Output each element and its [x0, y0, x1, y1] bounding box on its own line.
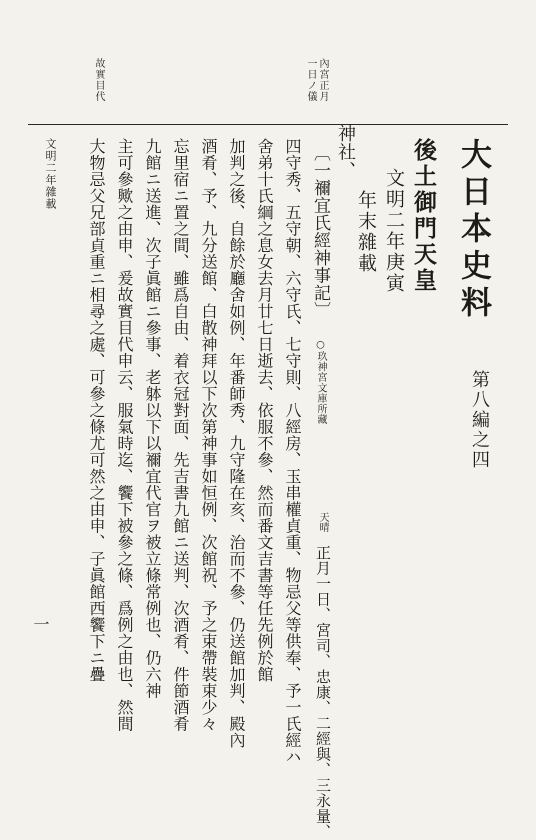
weather-note	[315, 512, 330, 532]
text-line-7-text: 九館ニ送進、次子眞館ニ參事、老躰以下以禰宜代官ヲ被立條常例也、仍六神	[143, 138, 162, 699]
text-line-4-text: 加判之後、自餘於廳舍如例、年番師秀、九守隆在亥、治而不參、仍送館加判、殿內	[227, 138, 246, 749]
folio-number-text: 一	[31, 616, 50, 632]
section-heading	[353, 190, 380, 274]
text-line-2-text: 四守秀、五守朝、六守氏、七守則、八經房、玉串權貞重、物忌父等供奉、予一氏經ハ	[283, 138, 302, 765]
margin-note-right-line1: 內宮正月	[317, 58, 328, 102]
text-line-1b	[315, 545, 330, 840]
emperor-name	[407, 138, 440, 294]
margin-note-left	[91, 58, 106, 102]
text-line-0	[336, 124, 354, 180]
series-title-text: 大日本史料	[455, 138, 491, 323]
series-title	[451, 138, 496, 323]
text-line-7	[144, 138, 160, 699]
text-line-3	[256, 138, 272, 683]
text-line-3-text: 舍弟十氏綱之息女去月廿七日逝去、依服不參、然而番文吉書等任先例於館	[255, 138, 274, 683]
text-line-8-text: 主可參歟之由申、爰故實目代申云、服氣時迄、饗下被參之條、爲例之由也、然間	[115, 138, 134, 732]
margin-note-left-text: 故實目代	[93, 58, 104, 102]
text-line-2	[284, 138, 300, 765]
running-head-text: 文明二年雜載	[44, 138, 57, 210]
text-line-0-text: 神社、	[335, 124, 356, 180]
emperor-name-text: 後土御門天皇	[410, 138, 437, 294]
text-line-4	[228, 138, 244, 749]
text-line-1b-text: 正月一日、宮司、忠康、二經與、三永量、	[314, 545, 332, 840]
text-line-8	[116, 138, 132, 732]
text-line-6	[172, 138, 188, 732]
year-heading-text: 文明二年庚寅	[383, 168, 405, 294]
text-line-1	[311, 144, 328, 425]
text-line-9-text: 大物忌父兄部貞重ニ相尋之處、可參之條尤可然之由申、子眞館西饗下ニ疊	[87, 138, 106, 683]
section-heading-text: 年末雜載	[355, 190, 377, 274]
margin-note-right-line2: 一日ノ儀	[305, 58, 316, 102]
margin-note-right-2	[303, 58, 318, 102]
source-heading: 〔一禰宜氏經神事記〕	[310, 144, 330, 319]
text-line-6-text: 忘里宿ニ置之間、雖爲自由、着衣冠對面、先吉書九館ニ送判、次酒肴、件節酒肴	[171, 138, 190, 732]
text-line-5-text: 酒肴、予、九分送館、白散神拜以下次第神事如恒例、次館祝、予之束帶裝束少々	[199, 138, 218, 732]
header-rule	[28, 124, 508, 125]
folio-number	[29, 616, 52, 632]
source-note: ○玖神宮文庫所藏	[315, 339, 326, 425]
running-head	[42, 138, 58, 210]
volume-label-text: 第八編之四	[469, 370, 490, 470]
weather-note-text: 天晴	[317, 512, 328, 532]
year-heading	[381, 168, 408, 294]
text-line-9	[88, 138, 104, 683]
text-line-5	[200, 138, 216, 732]
volume-label	[466, 370, 492, 470]
